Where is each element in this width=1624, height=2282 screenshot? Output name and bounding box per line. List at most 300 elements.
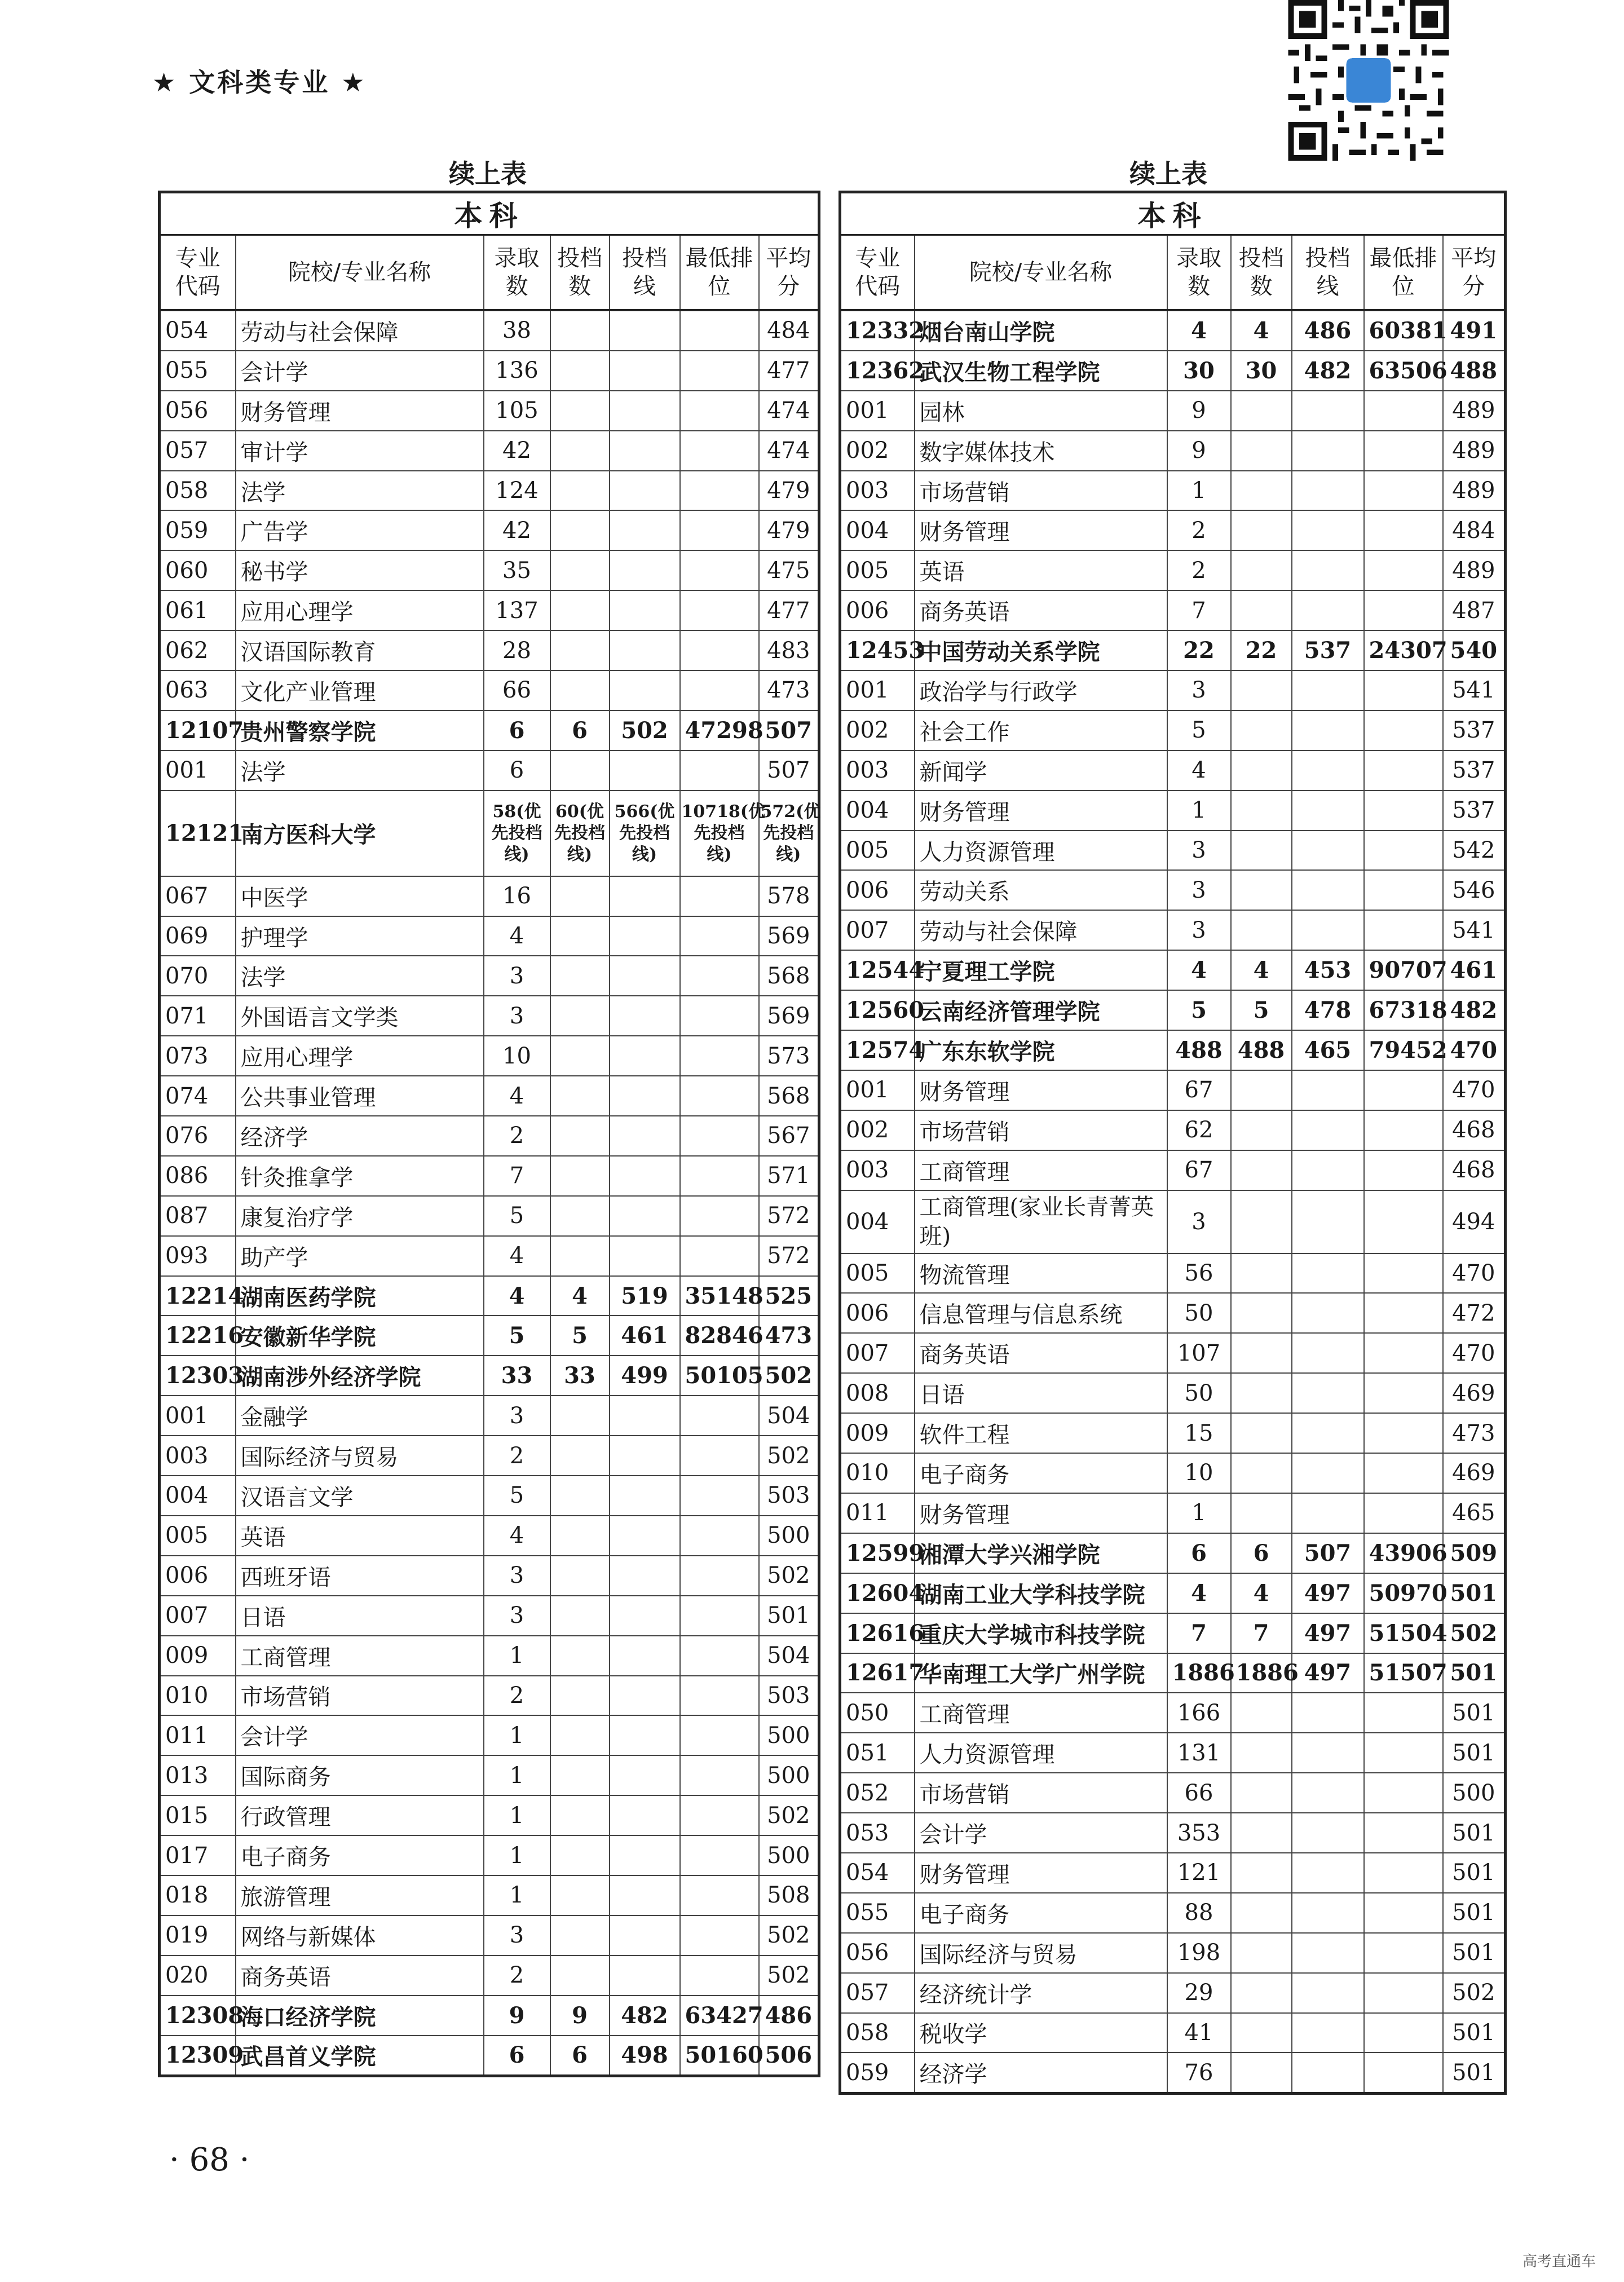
filed-count-cell	[550, 1036, 610, 1076]
filing-score-cell: 482	[1292, 351, 1364, 391]
admitted-count-cell: 10	[484, 1036, 550, 1076]
admitted-count-cell: 4	[1167, 950, 1231, 990]
min-rank-cell: 60381	[1364, 310, 1443, 351]
admitted-count-cell: 9	[1167, 431, 1231, 471]
major-code-cell: 003	[840, 1150, 915, 1190]
filing-score-cell	[610, 876, 680, 916]
name-cell: 经济学	[236, 1116, 484, 1156]
column-header: 院校/专业名称	[236, 235, 484, 311]
major-code-cell: 003	[840, 751, 915, 791]
major-code-cell: 070	[160, 956, 236, 996]
name-cell: 信息管理与信息系统	[915, 1293, 1167, 1333]
filed-count-cell	[550, 1156, 610, 1196]
major-code-cell: 055	[840, 1893, 915, 1933]
major-row	[160, 1956, 819, 1996]
filed-count-cell	[1231, 1733, 1292, 1773]
admitted-count-cell: 5	[1167, 990, 1231, 1030]
major-code-cell: 086	[160, 1156, 236, 1196]
min-rank-cell	[680, 431, 759, 471]
name-cell: 财务管理	[915, 510, 1167, 550]
major-code-cell: 061	[160, 590, 236, 630]
major-code-cell: 010	[160, 1676, 236, 1716]
name-cell: 电子商务	[236, 1835, 484, 1875]
filed-count-cell	[550, 956, 610, 996]
min-rank-cell	[680, 1516, 759, 1556]
name-cell: 旅游管理	[236, 1875, 484, 1915]
admitted-count-cell: 4	[484, 1236, 550, 1276]
major-code-cell: 093	[160, 1236, 236, 1276]
filed-count-cell	[550, 1236, 610, 1276]
name-cell: 华南理工大学广州学院	[915, 1653, 1167, 1693]
filing-score-cell	[610, 630, 680, 670]
admitted-count-cell: 28	[484, 630, 550, 670]
filed-count-cell	[550, 876, 610, 916]
major-code-cell: 019	[160, 1915, 236, 1956]
major-row	[840, 791, 1506, 831]
avg-score-cell: 500	[1443, 1773, 1506, 1813]
avg-score-cell: 500	[759, 1715, 819, 1755]
filing-score-cell: 478	[1292, 990, 1364, 1030]
filed-count-cell	[550, 391, 610, 431]
min-rank-cell	[680, 1795, 759, 1835]
avg-score-cell: 501	[1443, 1573, 1506, 1613]
major-code-cell: 12107	[160, 710, 236, 751]
min-rank-cell	[1364, 670, 1443, 710]
column-header: 最低排位	[1364, 235, 1443, 311]
name-cell: 广告学	[236, 510, 484, 550]
school-row	[840, 630, 1506, 670]
filing-score-cell	[1292, 391, 1364, 431]
min-rank-cell	[680, 1076, 759, 1116]
major-row	[840, 1333, 1506, 1373]
admitted-count-cell: 3	[1167, 670, 1231, 710]
name-cell: 文化产业管理	[236, 670, 484, 710]
min-rank-cell	[1364, 1773, 1443, 1813]
avg-score-cell: 501	[1443, 1733, 1506, 1773]
right-table-caption: 续上表	[1129, 158, 1207, 189]
filed-count-cell	[550, 1956, 610, 1996]
avg-score-cell: 503	[759, 1476, 819, 1516]
filing-score-cell	[610, 1516, 680, 1556]
admitted-count-cell: 1	[484, 1715, 550, 1755]
major-row	[840, 1253, 1506, 1294]
filed-count-cell	[1231, 831, 1292, 871]
school-row	[160, 1316, 819, 1356]
avg-score-cell: 487	[1443, 590, 1506, 630]
major-code-cell: 001	[840, 670, 915, 710]
school-row	[160, 710, 819, 751]
admitted-count-cell: 2	[484, 1676, 550, 1716]
school-row	[840, 1613, 1506, 1653]
admitted-count-cell: 15	[1167, 1413, 1231, 1453]
filing-score-cell: 486	[1292, 310, 1364, 351]
avg-score-cell: 502	[759, 1356, 819, 1396]
filing-score-cell	[610, 916, 680, 956]
major-row	[160, 996, 819, 1036]
min-rank-cell	[680, 1036, 759, 1076]
filing-score-cell	[610, 1636, 680, 1676]
filing-score-cell	[1292, 870, 1364, 910]
filing-score-cell	[610, 550, 680, 590]
admitted-count-cell: 2	[484, 1116, 550, 1156]
name-cell: 公共事业管理	[236, 1076, 484, 1116]
filing-score-cell: 461	[610, 1316, 680, 1356]
filed-count-cell	[1231, 791, 1292, 831]
major-row	[160, 1236, 819, 1276]
major-row	[840, 1413, 1506, 1453]
filing-score-cell: 498	[610, 2036, 680, 2076]
name-cell: 法学	[236, 751, 484, 791]
major-code-cell: 067	[160, 876, 236, 916]
major-code-cell: 12303	[160, 1356, 236, 1396]
major-row	[840, 1150, 1506, 1190]
name-cell: 电子商务	[915, 1453, 1167, 1493]
min-rank-cell	[1364, 590, 1443, 630]
avg-score-cell: 491	[1443, 310, 1506, 351]
filing-score-cell	[610, 391, 680, 431]
major-code-cell: 004	[840, 1190, 915, 1253]
avg-score-cell: 502	[759, 1556, 819, 1596]
major-code-cell: 074	[160, 1076, 236, 1116]
filed-count-cell	[1231, 1933, 1292, 1973]
admitted-count-cell: 7	[1167, 1613, 1231, 1653]
filed-count-cell	[1231, 751, 1292, 791]
major-code-cell: 057	[160, 431, 236, 471]
min-rank-cell	[680, 1596, 759, 1636]
admitted-count-cell: 3	[1167, 831, 1231, 871]
filed-count-cell: 30	[1231, 351, 1292, 391]
min-rank-cell	[680, 996, 759, 1036]
min-rank-cell	[1364, 1333, 1443, 1373]
major-row	[840, 831, 1506, 871]
admitted-count-cell: 50	[1167, 1293, 1231, 1333]
admitted-count-cell: 6	[484, 751, 550, 791]
min-rank-cell	[680, 1196, 759, 1236]
filing-score-cell: 566(优先投档线)	[610, 791, 680, 876]
admitted-count-cell: 4	[484, 1516, 550, 1556]
name-cell: 经济统计学	[915, 1973, 1167, 2013]
column-header: 平均分	[759, 235, 819, 311]
filing-score-cell	[1292, 791, 1364, 831]
major-row	[840, 1893, 1506, 1933]
major-code-cell: 005	[840, 1253, 915, 1294]
major-row	[160, 1676, 819, 1716]
min-rank-cell	[1364, 1453, 1443, 1493]
min-rank-cell	[1364, 471, 1443, 511]
avg-score-cell: 473	[1443, 1413, 1506, 1453]
filed-count-cell	[1231, 1253, 1292, 1294]
avg-score-cell: 472	[1443, 1293, 1506, 1333]
major-code-cell: 12574	[840, 1030, 915, 1070]
filing-score-cell: 453	[1292, 950, 1364, 990]
major-code-cell: 062	[160, 630, 236, 670]
major-code-cell: 071	[160, 996, 236, 1036]
filed-count-cell	[1231, 1813, 1292, 1853]
min-rank-cell	[680, 1116, 759, 1156]
admitted-count-cell: 5	[484, 1476, 550, 1516]
avg-score-cell: 502	[759, 1915, 819, 1956]
avg-score-cell: 572(优先投档线)	[759, 791, 819, 876]
major-row	[840, 1813, 1506, 1853]
column-header: 专业代码	[160, 235, 236, 311]
filed-count-cell	[550, 1676, 610, 1716]
major-row	[160, 391, 819, 431]
name-cell: 国际商务	[236, 1755, 484, 1795]
min-rank-cell	[1364, 1413, 1443, 1453]
filing-score-cell	[610, 1196, 680, 1236]
major-code-cell: 076	[160, 1116, 236, 1156]
major-code-cell: 018	[160, 1875, 236, 1915]
major-code-cell: 056	[160, 391, 236, 431]
avg-score-cell: 504	[759, 1396, 819, 1436]
name-cell: 国际经济与贸易	[236, 1436, 484, 1476]
min-rank-cell	[680, 956, 759, 996]
filing-score-cell	[610, 1436, 680, 1476]
name-cell: 法学	[236, 471, 484, 511]
min-rank-cell	[680, 510, 759, 550]
admitted-count-cell: 2	[484, 1956, 550, 1996]
right-admission-table	[839, 191, 1507, 2095]
name-cell: 安徽新华学院	[236, 1316, 484, 1356]
filing-score-cell	[610, 751, 680, 791]
admitted-count-cell: 3	[484, 956, 550, 996]
filing-score-cell	[610, 670, 680, 710]
major-code-cell: 059	[840, 2053, 915, 2093]
major-row	[840, 1853, 1506, 1893]
filing-score-cell	[1292, 1933, 1364, 1973]
avg-score-cell: 508	[759, 1875, 819, 1915]
avg-score-cell: 483	[759, 630, 819, 670]
min-rank-cell: 43906	[1364, 1533, 1443, 1573]
filing-score-cell	[610, 1956, 680, 1996]
school-row	[840, 990, 1506, 1030]
min-rank-cell: 90707	[1364, 950, 1443, 990]
avg-score-cell: 469	[1443, 1453, 1506, 1493]
avg-score-cell: 470	[1443, 1333, 1506, 1373]
filed-count-cell	[1231, 1333, 1292, 1373]
admitted-count-cell: 76	[1167, 2053, 1231, 2093]
avg-score-cell: 494	[1443, 1190, 1506, 1253]
min-rank-cell: 50105	[680, 1356, 759, 1396]
admitted-count-cell: 136	[484, 351, 550, 391]
filing-score-cell	[1292, 1373, 1364, 1413]
min-rank-cell	[1364, 1973, 1443, 2013]
filed-count-cell	[550, 670, 610, 710]
major-code-cell: 007	[840, 910, 915, 950]
admitted-count-cell: 3	[484, 1596, 550, 1636]
name-cell: 网络与新媒体	[236, 1915, 484, 1956]
major-code-cell: 12214	[160, 1276, 236, 1316]
avg-score-cell: 569	[759, 916, 819, 956]
admitted-count-cell: 2	[1167, 510, 1231, 550]
min-rank-cell: 67318	[1364, 990, 1443, 1030]
major-code-cell: 002	[840, 431, 915, 471]
admitted-count-cell: 6	[1167, 1533, 1231, 1573]
min-rank-cell	[680, 310, 759, 351]
avg-score-cell: 501	[759, 1596, 819, 1636]
major-row	[160, 590, 819, 630]
filed-count-cell	[1231, 1110, 1292, 1150]
filed-count-cell	[1231, 1453, 1292, 1493]
min-rank-cell	[1364, 1933, 1443, 1973]
min-rank-cell	[680, 630, 759, 670]
min-rank-cell: 63427	[680, 1996, 759, 2036]
name-cell: 财务管理	[915, 1853, 1167, 1893]
admitted-count-cell: 50	[1167, 1373, 1231, 1413]
name-cell: 中国劳动关系学院	[915, 630, 1167, 670]
major-code-cell: 015	[160, 1795, 236, 1835]
major-row	[160, 1396, 819, 1436]
column-header: 最低排位	[680, 235, 759, 311]
avg-score-cell: 500	[759, 1835, 819, 1875]
major-row	[160, 1915, 819, 1956]
major-code-cell: 006	[160, 1556, 236, 1596]
name-cell: 湘潭大学兴湘学院	[915, 1533, 1167, 1573]
filing-score-cell	[1292, 910, 1364, 950]
min-rank-cell	[1364, 710, 1443, 751]
filed-count-cell: 22	[1231, 630, 1292, 670]
name-cell: 外国语言文学类	[236, 996, 484, 1036]
avg-score-cell: 475	[759, 550, 819, 590]
name-cell: 财务管理	[915, 1493, 1167, 1533]
major-code-cell: 12332	[840, 310, 915, 351]
major-row	[160, 1516, 819, 1556]
min-rank-cell	[680, 1875, 759, 1915]
filed-count-cell	[550, 1196, 610, 1236]
major-row	[160, 1116, 819, 1156]
min-rank-cell	[680, 590, 759, 630]
filing-score-cell	[1292, 1333, 1364, 1373]
name-cell: 电子商务	[915, 1893, 1167, 1933]
filed-count-cell	[550, 1715, 610, 1755]
filed-count-cell: 5	[1231, 990, 1292, 1030]
admitted-count-cell: 105	[484, 391, 550, 431]
filing-score-cell	[610, 1476, 680, 1516]
major-row	[840, 710, 1506, 751]
admitted-count-cell: 1	[484, 1875, 550, 1915]
major-row	[840, 2053, 1506, 2093]
filed-count-cell	[550, 1875, 610, 1915]
filed-count-cell	[1231, 1893, 1292, 1933]
major-code-cell: 002	[840, 1110, 915, 1150]
admitted-count-cell: 41	[1167, 2013, 1231, 2053]
filed-count-cell	[1231, 2053, 1292, 2093]
filing-score-cell	[610, 1116, 680, 1156]
major-code-cell: 008	[840, 1373, 915, 1413]
filing-score-cell: 519	[610, 1276, 680, 1316]
major-code-cell: 010	[840, 1453, 915, 1493]
admitted-count-cell: 4	[1167, 751, 1231, 791]
min-rank-cell	[1364, 550, 1443, 590]
major-code-cell: 013	[160, 1755, 236, 1795]
table-header-row	[840, 235, 1506, 311]
major-row	[160, 1476, 819, 1516]
name-cell: 汉语言文学	[236, 1476, 484, 1516]
min-rank-cell: 51504	[1364, 1613, 1443, 1653]
admitted-count-cell: 1	[484, 1795, 550, 1835]
filed-count-cell: 5	[550, 1316, 610, 1356]
major-row	[160, 1835, 819, 1875]
school-row	[840, 1533, 1506, 1573]
admitted-count-cell: 35	[484, 550, 550, 590]
name-cell: 中医学	[236, 876, 484, 916]
major-row	[840, 1110, 1506, 1150]
major-code-cell: 069	[160, 916, 236, 956]
major-code-cell: 009	[160, 1636, 236, 1676]
major-code-cell: 12616	[840, 1613, 915, 1653]
min-rank-cell	[680, 1715, 759, 1755]
filing-score-cell	[610, 1795, 680, 1835]
major-code-cell: 006	[840, 870, 915, 910]
filing-score-cell	[1292, 510, 1364, 550]
admitted-count-cell: 1	[484, 1835, 550, 1875]
avg-score-cell: 501	[1443, 1933, 1506, 1973]
filed-count-cell: 9	[550, 1996, 610, 2036]
admitted-count-cell: 62	[1167, 1110, 1231, 1150]
min-rank-cell	[1364, 1110, 1443, 1150]
admitted-count-cell: 4	[484, 1276, 550, 1316]
filed-count-cell	[1231, 870, 1292, 910]
filed-count-cell: 7	[1231, 1613, 1292, 1653]
avg-score-cell: 541	[1443, 670, 1506, 710]
avg-score-cell: 502	[1443, 1613, 1506, 1653]
min-rank-cell: 50970	[1364, 1573, 1443, 1613]
admitted-count-cell: 124	[484, 471, 550, 511]
filed-count-cell	[1231, 1413, 1292, 1453]
filed-count-cell	[1231, 391, 1292, 431]
min-rank-cell	[680, 550, 759, 590]
filing-score-cell	[610, 1875, 680, 1915]
min-rank-cell	[1364, 831, 1443, 871]
name-cell: 政治学与行政学	[915, 670, 1167, 710]
admitted-count-cell: 4	[484, 916, 550, 956]
name-cell: 海口经济学院	[236, 1996, 484, 2036]
admitted-count-cell: 38	[484, 310, 550, 351]
filed-count-cell	[550, 431, 610, 471]
filed-count-cell	[1231, 1190, 1292, 1253]
major-row	[160, 916, 819, 956]
min-rank-cell: 10718(优先投档线)	[680, 791, 759, 876]
min-rank-cell	[1364, 391, 1443, 431]
major-code-cell: 12121	[160, 791, 236, 876]
avg-score-cell: 474	[759, 431, 819, 471]
avg-score-cell: 502	[759, 1956, 819, 1996]
filed-count-cell	[550, 996, 610, 1036]
filing-score-cell	[1292, 1293, 1364, 1333]
min-rank-cell	[1364, 2053, 1443, 2093]
name-cell: 贵州警察学院	[236, 710, 484, 751]
major-row	[160, 1715, 819, 1755]
avg-score-cell: 501	[1443, 1853, 1506, 1893]
avg-score-cell: 572	[759, 1196, 819, 1236]
avg-score-cell: 502	[759, 1436, 819, 1476]
admitted-count-cell: 9	[484, 1996, 550, 2036]
min-rank-cell	[1364, 791, 1443, 831]
filing-score-cell: 537	[1292, 630, 1364, 670]
filed-count-cell	[550, 471, 610, 511]
min-rank-cell: 79452	[1364, 1030, 1443, 1070]
school-row	[840, 1030, 1506, 1070]
min-rank-cell	[680, 1436, 759, 1476]
filing-score-cell	[1292, 710, 1364, 751]
school-row	[160, 1276, 819, 1316]
column-header: 投档数	[1231, 235, 1292, 311]
filing-score-cell	[1292, 751, 1364, 791]
avg-score-cell: 503	[759, 1676, 819, 1716]
filed-count-cell	[550, 1396, 610, 1436]
filing-score-cell: 497	[1292, 1653, 1364, 1693]
min-rank-cell	[680, 1956, 759, 1996]
